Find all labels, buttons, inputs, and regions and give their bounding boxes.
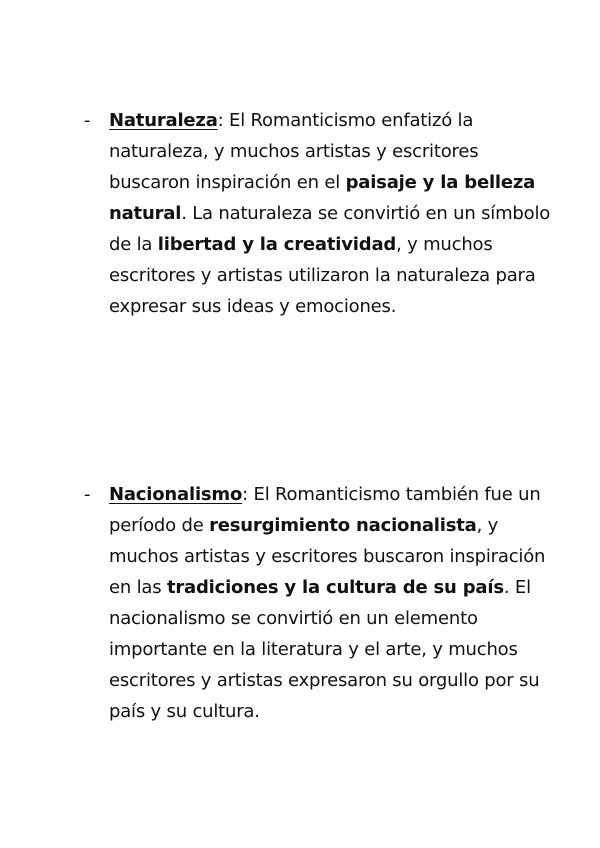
bullet-text: [109, 105, 554, 322]
emphasis-resurgimiento: resurgimiento nacionalista: [209, 515, 477, 536]
emphasis-libertad: libertad y la creatividad: [157, 234, 397, 255]
bullet-dash: -: [84, 484, 91, 505]
term-colon: :: [242, 484, 249, 505]
emphasis-tradiciones: tradiciones y la cultura de su país: [166, 577, 504, 598]
bullet-item-naturaleza: [84, 105, 554, 322]
emphasis-paisaje: paisaje y la belleza natural: [109, 172, 536, 224]
text-segment: El Romanticismo también fue un período de: [109, 484, 541, 536]
term-colon: :: [217, 110, 224, 131]
text-segment: El Romanticismo enfatizó la naturaleza, y muchos artistas y escritores buscaron inspiración en el: [109, 110, 479, 193]
text-segment: , y muchos escritores y artistas utilizaron la naturaleza para expresar sus ideas y emociones.: [109, 234, 536, 317]
text-segment: , y muchos artistas y escritores buscaron inspiración en las: [109, 515, 546, 598]
bullet-text: [109, 479, 554, 727]
term-naturaleza: Naturaleza: [109, 110, 218, 131]
bullet-dash: -: [84, 110, 91, 131]
term-nacionalismo: Nacionalismo: [109, 484, 243, 505]
text-segment: . La naturaleza se convirtió en un símbolo de la: [109, 203, 551, 255]
bullet-item-nacionalismo: [84, 479, 554, 727]
text-segment: . El nacionalismo se convirtió en un elemento importante en la literatura y el arte, y muchos escritores y artistas expresaron su orgullo por su país y su cultura.: [109, 577, 540, 722]
